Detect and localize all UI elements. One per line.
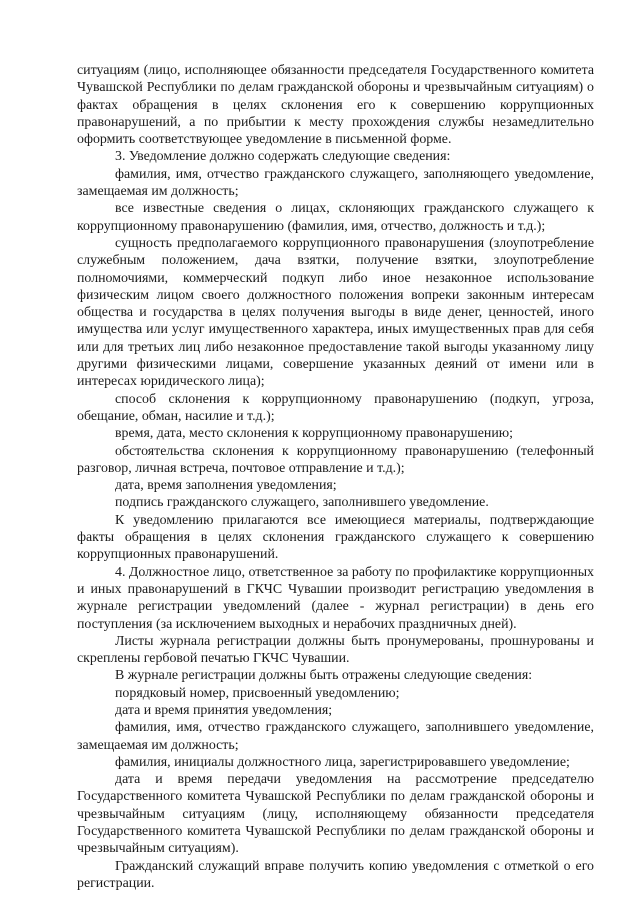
paragraph-journal-contents: В журнале регистрации должны быть отражены следующие сведения: xyxy=(115,668,533,684)
paragraph-attachments: К уведомлению прилагаются все имеющиеся материалы, подтверждающие факты обращения в целях склонения гражданского служащего к совершению коррупционных правонарушений. xyxy=(77,512,594,563)
paragraph-field-method: способ склонения к коррупционному правонарушению (подкуп, угроза, обещание, обман, насилие и т.д.); xyxy=(77,391,594,424)
paragraph-item-3: 3. Уведомление должно содержать следующие сведения: xyxy=(115,149,451,165)
paragraph-field-signature: подпись гражданского служащего, заполнившего уведомление. xyxy=(115,495,489,511)
paragraph-field-fill-date: дата, время заполнения уведомления; xyxy=(115,478,337,494)
paragraph-field-time-place: время, дата, место склонения к коррупционному правонарушению; xyxy=(115,426,513,442)
document-body xyxy=(77,62,594,892)
paragraph-journal-number: порядковый номер, присвоенный уведомлению; xyxy=(115,685,400,701)
paragraph-journal-sheets: Листы журнала регистрации должны быть пронумерованы, прошнурованы и скреплены гербовой печатью ГКЧС Чувашии. xyxy=(77,633,594,667)
paragraph-field-essence: сущность предполагаемого коррупционного правонарушения (злоупотребление служебным положением, дача взятки, получение взятки, злоупотребление полномочиями, коммерческий подкуп либо иное незаконное использование физическим лицом своего должностного положения вопреки законным интересам общества и государства в целях получения выгоды в виде денег, ценностей, иного имущества или услуг имущественного характера, иных имущественных прав для себя или для третьих лиц либо незаконное предоставление такой выгоды указанному лицу другими физическими лицами, совершение указанных деяний от имени или в интересах юридического лица); xyxy=(77,235,594,390)
paragraph-journal-transfer: дата и время передачи уведомления на рассмотрение председателю Государственного комитета Чувашской Республики по делам гражданской обороны и чрезвычайным ситуациям (лицу, исполняющему обязанности председателя Государственного комитета Чувашской Республики по делам гражданской обороны и чрезвычайным ситуациям). xyxy=(77,772,594,857)
paragraph-item-4: 4. Должностное лицо, ответственное за работу по профилактике коррупционных и иных правонарушений в ГКЧС Чувашии производит регистрацию уведомления в журнале регистрации уведомлений (далее - журнал регистрации) в день его поступления (за исключением выходных и нерабочих праздничных дней). xyxy=(77,564,594,632)
paragraph-continuation: ситуациям (лицо, исполняющее обязанности председателя Государственного комитета Чувашской Республики по делам гражданской обороны и чрезвычайным ситуациям) о фактах обращения в целях склонения его к совершению коррупционных правонарушений, а по прибытии к месту прохождения службы незамедлительно оформить соответствующее уведомление в письменной форме. xyxy=(77,63,594,148)
paragraph-journal-date: дата и время принятия уведомления; xyxy=(115,702,333,718)
paragraph-field-circumstances: обстоятельства склонения к коррупционному правонарушению (телефонный разговор, личная встреча, почтовое отправление и т.д.); xyxy=(77,443,594,476)
paragraph-journal-registrar: фамилия, инициалы должностного лица, зарегистрировавшего уведомление; xyxy=(115,754,570,770)
paragraph-field-name: фамилия, имя, отчество гражданского служащего, заполняющего уведомление, замещаемая им должность; xyxy=(77,166,594,200)
paragraph-copy-right: Гражданский служащий вправе получить копию уведомления с отметкой о его регистрации. xyxy=(77,858,594,891)
paragraph-journal-employee: фамилия, имя, отчество гражданского служащего, заполнившего уведомление, замещаемая им должность; xyxy=(77,720,594,753)
paragraph-field-persons: все известные сведения о лицах, склоняющих гражданского служащего к коррупционному правонарушению (фамилия, имя, отчество, должность и т.д.); xyxy=(77,201,594,234)
